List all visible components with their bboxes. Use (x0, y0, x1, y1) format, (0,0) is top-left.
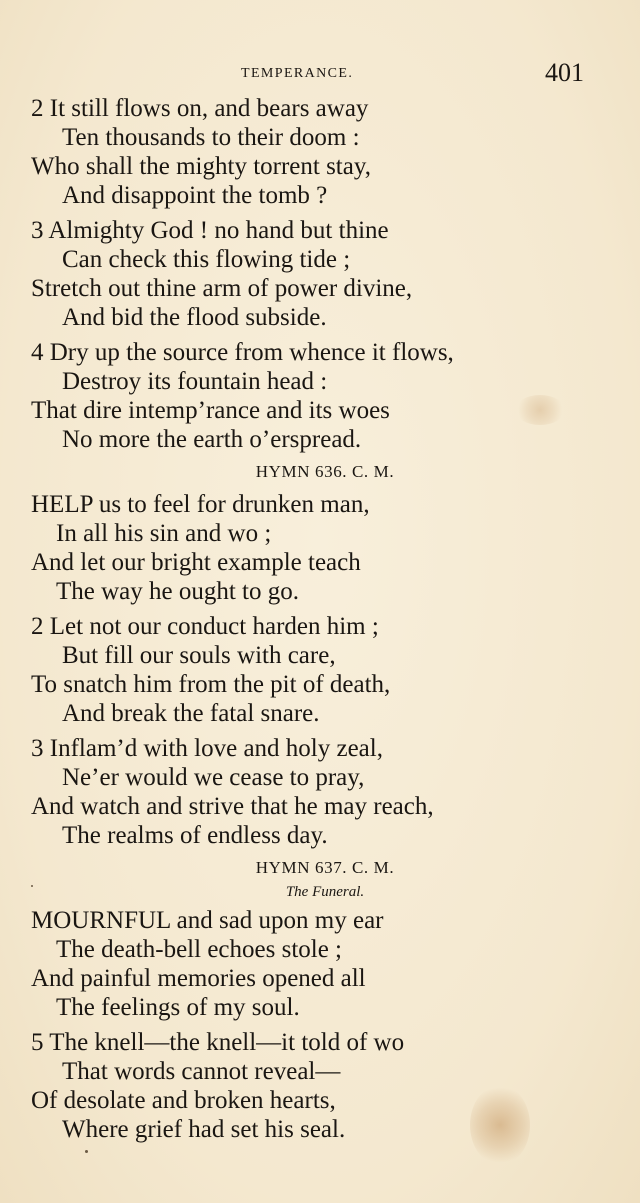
stanza (0, 1028, 640, 1144)
verse-line: To snatch him from the pit of death, (31, 671, 391, 698)
verse-line: But fill our souls with care, (62, 642, 336, 669)
verse-line: 4 Dry up the source from whence it flows, (31, 339, 454, 366)
verse-line: That words cannot reveal— (62, 1058, 341, 1085)
stanza (0, 734, 640, 850)
verse-line: 3 Almighty God ! no hand but thine (31, 217, 389, 244)
verse-line: Ten thousands to their doom : (62, 124, 360, 151)
verse-line: No more the earth o’erspread. (62, 426, 362, 453)
verse-line: And break the fatal snare. (62, 700, 320, 727)
stanza (0, 94, 640, 210)
verse-line: And bid the flood subside. (62, 304, 327, 331)
verse-line: Stretch out thine arm of power divine, (31, 275, 413, 302)
verse-line: 3 Inflam’d with love and holy zeal, (31, 735, 383, 762)
verse-line: And let our bright example teach (31, 549, 361, 576)
hymn-text (0, 94, 640, 1150)
verse-line: Can check this flowing tide ; (62, 246, 351, 273)
verse-line: And disappoint the tomb ? (62, 182, 328, 209)
stanza (0, 490, 640, 606)
hymn-subtitle: The Funeral. (285, 884, 365, 900)
stanza (0, 612, 640, 728)
verse-line: The way he ought to go. (56, 578, 300, 605)
verse-line: Destroy its fountain head : (62, 368, 328, 395)
verse-line: And watch and strive that he may reach, (31, 793, 434, 820)
verse-line: 5 The knell—the knell—it told of wo (31, 1029, 405, 1056)
verse-line: That dire intemp’rance and its woes (31, 397, 390, 424)
verse-line: 2 It still flows on, and bears away (31, 95, 369, 122)
page-header (0, 58, 640, 88)
page-number: 401 (545, 58, 584, 87)
verse-line: Ne’er would we cease to pray, (62, 764, 365, 791)
verse-line: The feelings of my soul. (56, 994, 300, 1021)
stanza (0, 216, 640, 332)
stanza (0, 338, 640, 454)
verse-line: MOURNFUL and sad upon my ear (31, 907, 384, 934)
verse-line: Who shall the mighty torrent stay, (31, 153, 371, 180)
verse-line: HELP us to feel for drunken man, (31, 491, 370, 518)
paper-speck (85, 1150, 88, 1153)
hymn-title: HYMN 636. C. M. (255, 462, 395, 481)
verse-line: 2 Let not our conduct harden him ; (31, 613, 379, 640)
verse-line: Where grief had set his seal. (62, 1116, 346, 1143)
verse-line: Of desolate and broken hearts, (31, 1087, 336, 1114)
verse-line: The death-bell echoes stole ; (56, 936, 342, 963)
running-title: TEMPERANCE. (241, 66, 354, 81)
verse-line: And painful memories opened all (31, 965, 366, 992)
verse-line: The realms of endless day. (62, 822, 328, 849)
hymn-title: HYMN 637. C. M. (255, 858, 395, 877)
verse-line: In all his sin and wo ; (56, 520, 272, 547)
stanza (0, 906, 640, 1022)
